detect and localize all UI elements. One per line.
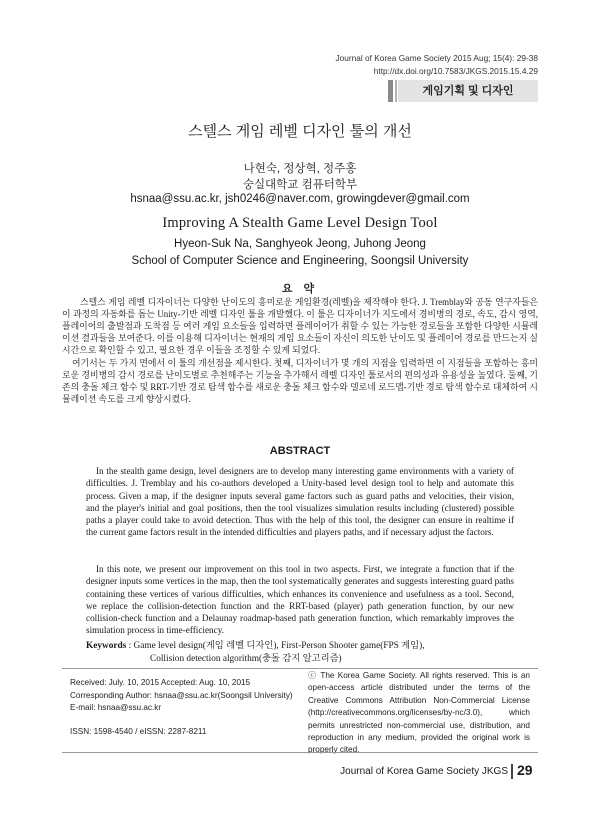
title-korean: 스텔스 게임 레벨 디자인 툴의 개선 [188,123,412,140]
title-english: Improving A Stealth Game Level Design Tool [162,215,438,231]
keywords-label: Keywords [86,641,127,651]
keywords-line-1: : Game level design(게임 레벨 디자인), First-Person Shooter game(FPS 게임), [128,641,425,651]
page-number: 29 [517,762,533,778]
author-emails: hsnaa@ssu.ac.kr, jsh0246@naver.com, growingdever@gmail.com [130,193,470,205]
received-dates: Received: July. 10, 2015 Accepted: Aug. 10, 2015 [70,678,251,687]
running-footer-journal: Journal of Korea Game Society JKGS [340,766,508,777]
section-accent-bar-thin [395,80,397,102]
affiliation-english: School of Computer Science and Engineering, Soongsil University [131,255,469,267]
authors-english: Hyeon-Suk Na, Sanghyeok Jeong, Juhong Jeong [174,238,426,250]
korean-abstract-paragraph-2: 여기서는 두 가지 면에서 이 툴의 개선점을 제시한다. 첫째, 디자이너가 몇 개의 지점을 입력하면 이 지점들을 포함하는 흥미로운 경비병의 감시 경로를 난이도별로 추천해주는 기능을 추가해서 레벨 디자인 툴로서의 편의성과 유용성을 높였다. 둘째, 기존의 충돌 체크 함수 및 RRT-기반 경로 탐색 함수를 새로운 충돌 체크 함수와 델로네 로드맵-기반 경로 탐색 함수로 대체하여 시뮬레이션 속도를 크게 향상시켰다. [62,358,538,405]
doi-link[interactable]: http://dx.doi.org/10.7583/JKGS.2015.15.4.29 [373,66,538,76]
issn-line: ISSN: 1598-4540 / eISSN: 2287-8211 [70,727,207,736]
abstract-heading: ABSTRACT [269,445,331,457]
keywords-line-2: Collision detection algorithm(충돌 감지 알고리즘) [150,653,342,664]
section-label: 게임기획 및 디자인 [422,85,514,97]
korean-abstract-heading: 요 약 [281,283,319,295]
abstract-paragraph-2: In this note, we present our improvement on this tool in two aspects. First, we integrate a function that if the designer inputs some vertices in the map, then the tool systematically generates and suggests interesting guard paths containing these vertices of various difficulties, which enhances its convenience and usefulness as a tool. Second, we replace the collision-detection function and the RRT-based (player) path generation function, by our new collision-check function and a Delaunay roadmap-based path generation function, which remarkably improves the simulation process in time-efficiency. [86,564,514,636]
corresponding-author: Corresponding Author: hsnaa@ssu.ac.kr(Soongsil University) [70,691,293,700]
affiliation-korean: 숭실대학교 컴퓨터학부 [242,179,358,191]
journal-citation: Journal of Korea Game Society 2015 Aug; 15(4): 29-38 [335,53,538,63]
authors-korean: 나현숙, 정상혁, 정주홍 [243,163,357,175]
contact-email: E-mail: hsnaa@ssu.ac.kr [70,703,162,712]
page-footer-rule [62,752,538,753]
license-notice: ⓒ The Korea Game Society. All rights reserved. This is an open-access article distributed under the terms of the Creative Commons Attribution Non-Commercial License (http://creativecommons.org/licenses/by-nc/3.0), which permits unrestricted non-commercial use, distribution, and reproduction in any medium, provided the original work is properly cited. [308,671,530,755]
abstract-paragraph-1: In the stealth game design, level designers are to develop many interesting game environments with a variety of difficulties. J. Tremblay and his co-authors developed a Unity-based level design tool to help and automate this process. Given a map, if the designer inputs several game factors such as guard paths and velocities, their vision, and the player's initial and goal positions, then the tool visualizes simulation results including (clustered) possible paths a player could take to avoid detection. Thus with the help of this tool, the designer can ensure in realtime if the current game factors result in the intended difficulties and players paths, and if necessary adjust the factors. [86,466,514,538]
korean-abstract-paragraph-1: 스텔스 게임 레벨 디자이너는 다양한 난이도의 흥미로운 게임환경(레벨)을 제작해야 한다. J. Tremblay와 공동 연구자들은 이 과정의 자동화를 돕는 Unity-기반 레벨 디자인 툴을 개발했다. 이 툴은 디자이너가 지도에서 경비병의 경로, 속도, 감시 영역, 플레이어의 출발점과 도착점 등 여러 게임 요소들을 입력하면 플레이어가 취할 수 있는 가능한 경로들을 포함한 다양한 시뮬레이션 결과들을 보여준다. 이를 이용해 디자이너는 현재의 게임 요소들이 자신이 의도한 난이도 및 플레이어 경로를 만드는지 실시간으로 확인할 수 있고, 필요한 경우 이들을 조정할 수 있게 되었다. [62,297,538,356]
footer-divider-rule [62,668,538,669]
footer-separator [511,764,513,779]
keywords [86,640,516,665]
section-accent-bar [388,80,393,102]
